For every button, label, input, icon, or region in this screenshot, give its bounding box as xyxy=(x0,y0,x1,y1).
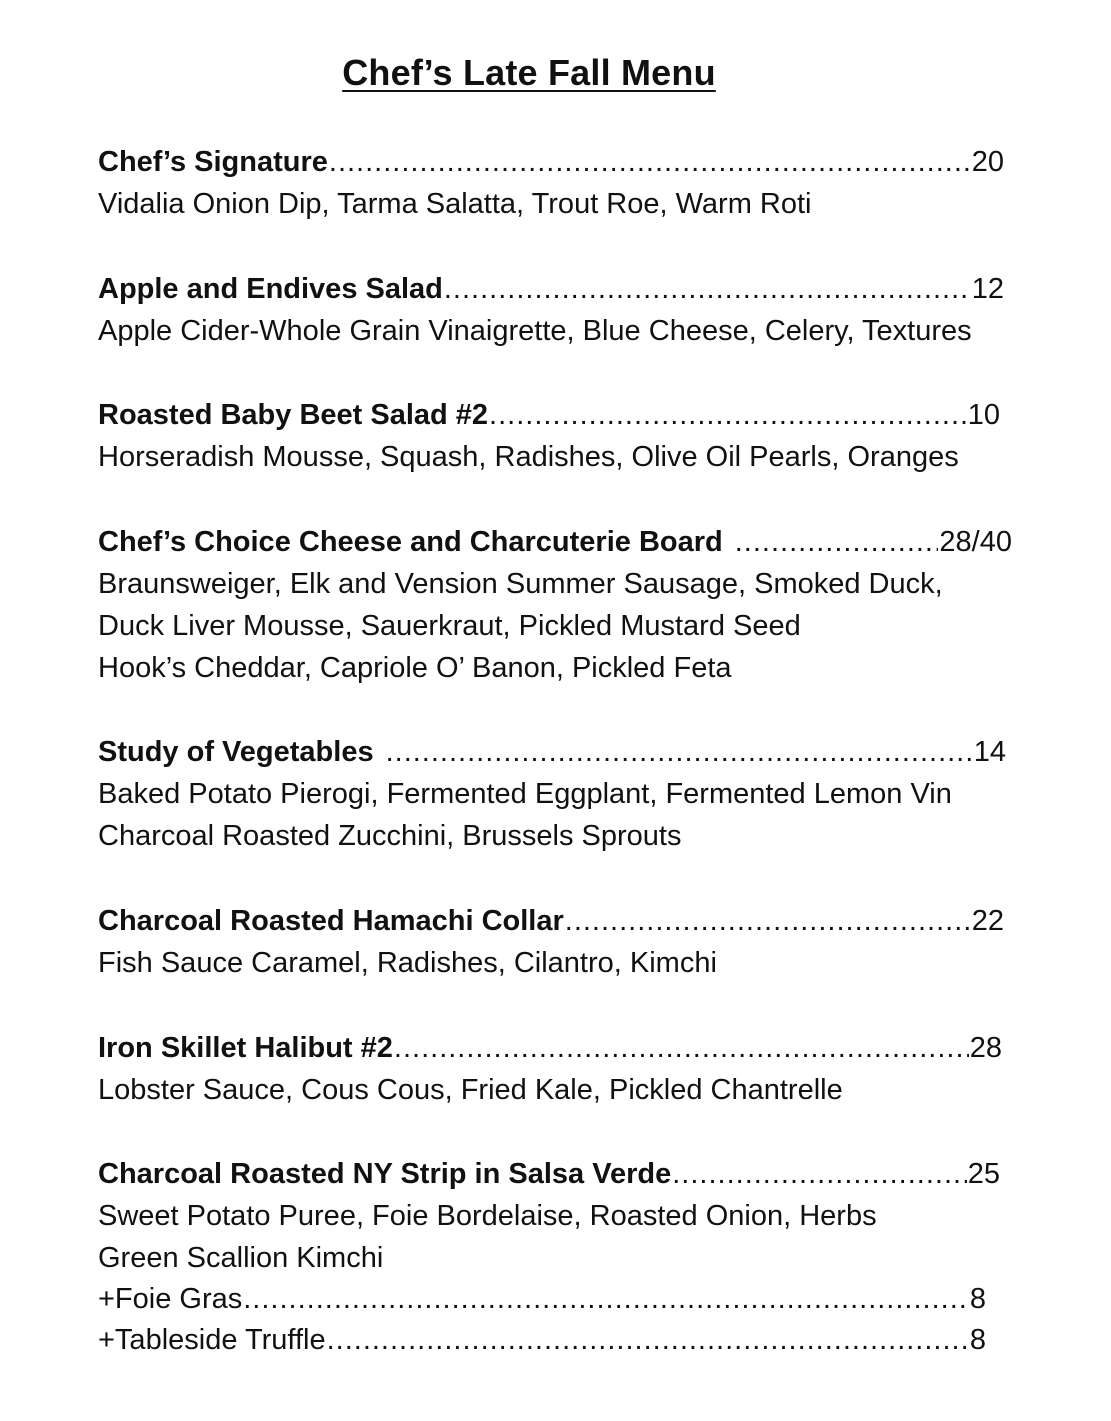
dot-leader xyxy=(329,142,971,183)
dot-leader xyxy=(565,901,971,942)
menu-item xyxy=(98,1154,1000,1361)
item-description: Baked Potato Pierogi, Fermented Eggplant, Fermented Lemon Vin xyxy=(98,778,952,810)
item-description: Apple Cider-Whole Grain Vinaigrette, Blue Cheese, Celery, Textures xyxy=(98,315,972,347)
addon-name: +Tableside Truffle xyxy=(98,1324,326,1356)
addon-price: 8 xyxy=(969,1324,986,1356)
dot-leader xyxy=(444,269,971,310)
item-price: 28 xyxy=(969,1032,1002,1064)
item-description: Green Scallion Kimchi xyxy=(98,1242,384,1274)
addon-line xyxy=(98,1279,986,1320)
item-description: Braunsweiger, Elk and Vension Summer Sausage, Smoked Duck, xyxy=(98,568,943,600)
menu-title: Chef’s Late Fall Menu xyxy=(342,52,716,93)
item-description: Sweet Potato Puree, Foie Bordelaise, Roasted Onion, Herbs xyxy=(98,1200,877,1232)
item-description: Charcoal Roasted Zucchini, Brussels Sprouts xyxy=(98,820,682,852)
menu-item xyxy=(98,1028,1002,1111)
dot-leader xyxy=(489,395,967,436)
item-name: Chef’s Choice Cheese and Charcuterie Board xyxy=(98,526,723,558)
dot-leader xyxy=(394,1028,969,1069)
menu-item xyxy=(98,901,1004,984)
item-description: Fish Sauce Caramel, Radishes, Cilantro, Kimchi xyxy=(98,947,717,979)
dot-leader xyxy=(672,1154,967,1195)
item-name: Study of Vegetables xyxy=(98,736,374,768)
dot-leader xyxy=(386,732,973,773)
item-name: Charcoal Roasted Hamachi Collar xyxy=(98,905,564,937)
item-description: Duck Liver Mousse, Sauerkraut, Pickled Mustard Seed xyxy=(98,610,801,642)
menu-item xyxy=(98,269,1004,352)
addon-line xyxy=(98,1320,986,1361)
item-price: 28/40 xyxy=(939,526,1012,558)
item-description: Lobster Sauce, Cous Cous, Fried Kale, Pickled Chantrelle xyxy=(98,1074,843,1106)
item-description: Horseradish Mousse, Squash, Radishes, Olive Oil Pearls, Oranges xyxy=(98,441,959,473)
item-price: 25 xyxy=(967,1158,1000,1190)
item-name: Charcoal Roasted NY Strip in Salsa Verde xyxy=(98,1158,672,1190)
item-name: Apple and Endives Salad xyxy=(98,273,443,305)
menu-item xyxy=(98,732,1006,857)
item-price: 22 xyxy=(971,905,1004,937)
item-price: 10 xyxy=(967,399,1000,431)
dot-leader xyxy=(735,522,939,563)
item-price: 20 xyxy=(971,146,1004,178)
menu-item xyxy=(98,395,1000,478)
item-name: Chef’s Signature xyxy=(98,146,328,178)
item-description: Hook’s Cheddar, Capriole O’ Banon, Pickled Feta xyxy=(98,652,732,684)
menu-item xyxy=(98,142,1004,225)
dot-leader xyxy=(327,1320,969,1361)
menu-item xyxy=(98,522,1012,689)
item-price: 14 xyxy=(973,736,1006,768)
item-description: Vidalia Onion Dip, Tarma Salatta, Trout Roe, Warm Roti xyxy=(98,188,812,220)
item-name: Iron Skillet Halibut #2 xyxy=(98,1032,393,1064)
item-name: Roasted Baby Beet Salad #2 xyxy=(98,399,489,431)
dot-leader xyxy=(243,1279,969,1320)
addon-name: +Foie Gras xyxy=(98,1283,243,1315)
addon-price: 8 xyxy=(969,1283,986,1315)
item-price: 12 xyxy=(971,273,1004,305)
